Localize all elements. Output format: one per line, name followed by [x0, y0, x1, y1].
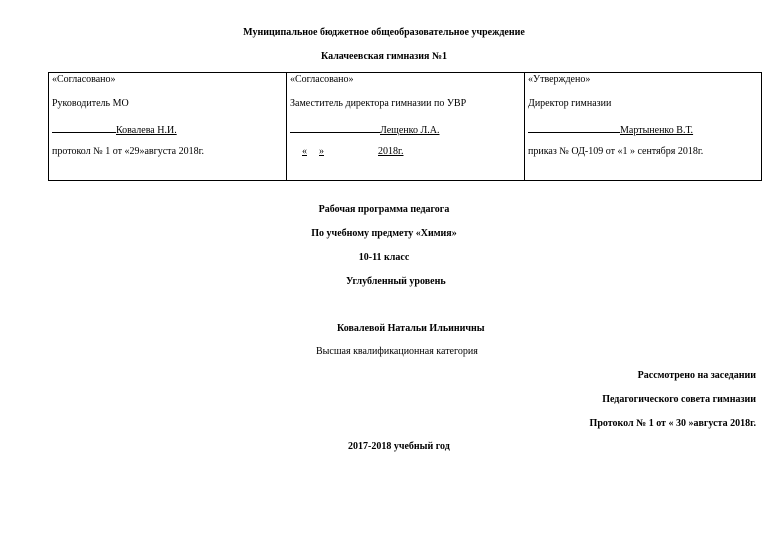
- program-subject: По учебному предмету «Химия»: [311, 228, 457, 239]
- review-line2: Педагогического совета гимназии: [602, 394, 756, 405]
- signature-name: Ковалева Н.И.: [116, 125, 177, 136]
- signature-line: [290, 122, 380, 133]
- org-name-line1: Муниципальное бюджетное общеобразовательное учреждение: [243, 27, 525, 38]
- review-line1: Рассмотрено на заседании: [637, 370, 756, 381]
- teacher-name: Ковалевой Натальи Ильиничны: [337, 323, 485, 334]
- program-level: Углубленный уровень: [346, 276, 446, 287]
- approval-role: Заместитель директора гимназии по УВР: [290, 98, 467, 109]
- approval-role: Директор гимназии: [528, 98, 612, 109]
- academic-year: 2017-2018 учебный год: [348, 441, 450, 452]
- approval-cell-mo: [49, 73, 287, 181]
- date-close-quote: »: [319, 146, 324, 157]
- approval-signature: [290, 122, 440, 137]
- teacher-category: Высшая квалификационная категория: [316, 346, 478, 357]
- signature-line: [528, 122, 620, 133]
- approval-protocol: протокол № 1 от «29»августа 2018г.: [52, 146, 205, 157]
- program-grade: 10-11 класс: [358, 252, 410, 263]
- approval-cell-director: [525, 73, 762, 181]
- approval-order: приказ № ОД-109 от «1 » сентября 2018г.: [528, 146, 704, 157]
- approval-signature: [52, 122, 177, 137]
- approval-title: «Согласовано»: [52, 74, 116, 85]
- approval-cell-deputy: [287, 73, 525, 181]
- approval-title: «Согласовано»: [290, 74, 354, 85]
- signature-name: Мартыненко В.Т.: [620, 125, 694, 136]
- signature-name: Лещенко Л.А.: [380, 125, 440, 136]
- review-line3: Протокол № 1 от « 30 »августа 2018г.: [589, 418, 756, 429]
- approval-date: [290, 146, 403, 158]
- org-name-line2: Калачеевская гимназия №1: [320, 51, 448, 62]
- date-open-quote: «: [302, 146, 307, 157]
- approval-title: «Утверждено»: [528, 74, 591, 85]
- approval-signature: [528, 122, 693, 137]
- program-title: Рабочая программа педагога: [318, 204, 450, 215]
- approval-table: [48, 72, 762, 181]
- approval-role: Руководитель МО: [52, 98, 129, 109]
- date-year: 2018г.: [378, 146, 404, 157]
- signature-line: [52, 122, 116, 133]
